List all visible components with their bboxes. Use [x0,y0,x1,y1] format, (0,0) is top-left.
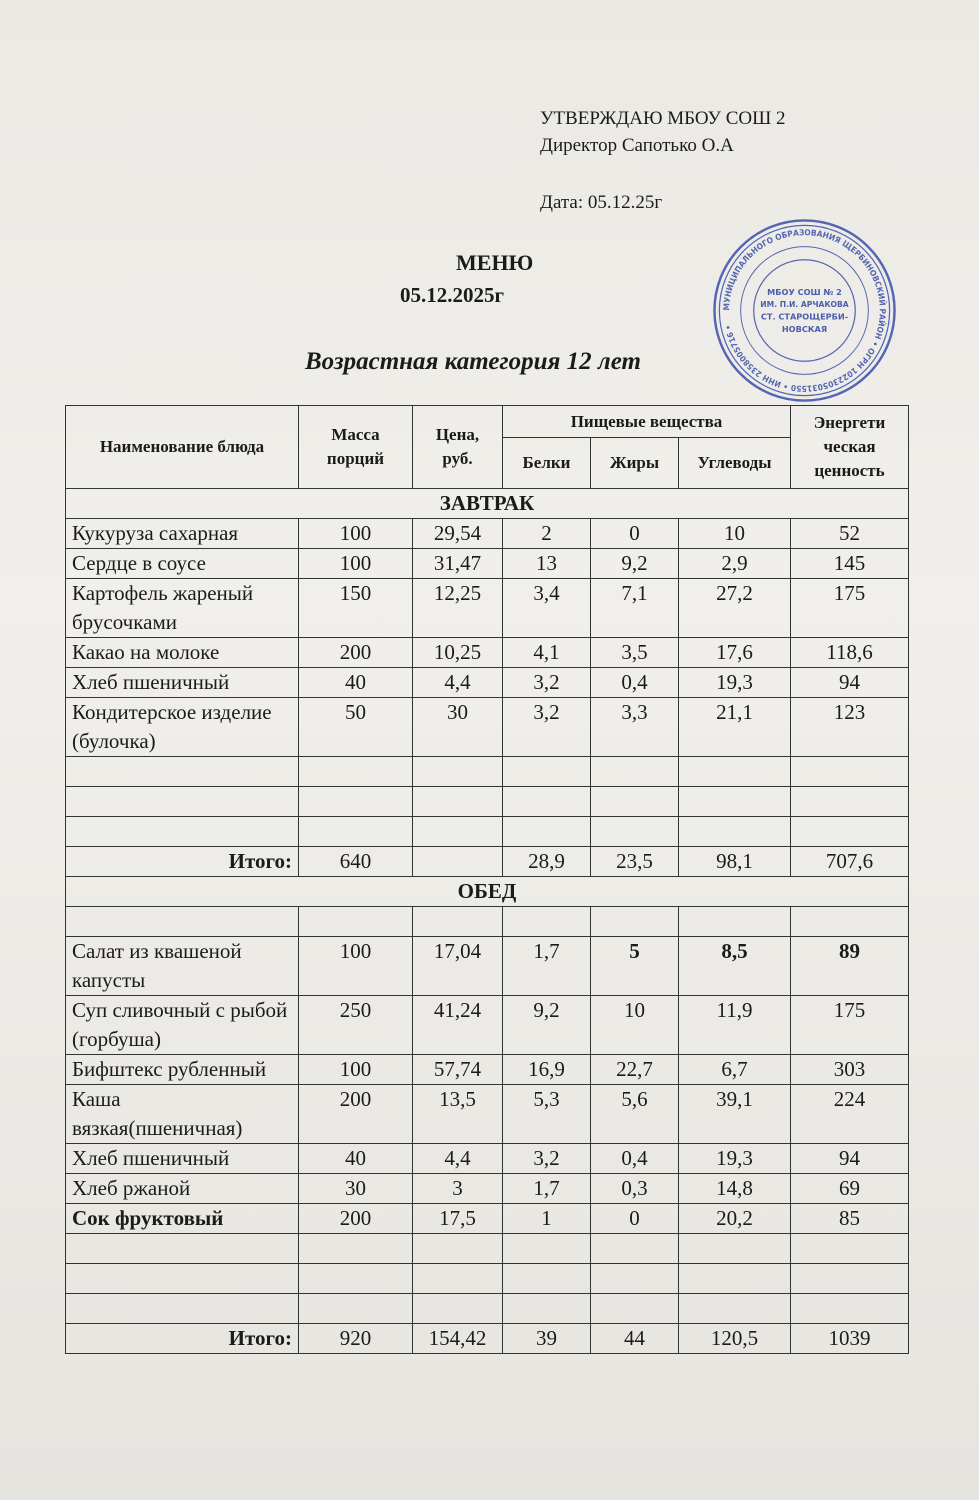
value-cell [791,817,909,847]
value-cell: 4,4 [413,1144,503,1174]
value-cell: 10 [591,996,679,1055]
dish-name [66,907,299,937]
value-cell: 0 [591,519,679,549]
dish-name: Каша вязкая(пшеничная) [66,1085,299,1144]
total-label: Итого: [66,1324,299,1354]
value-cell [413,1264,503,1294]
total-value: 120,5 [679,1324,791,1354]
value-cell: 19,3 [679,668,791,698]
section-label: ОБЕД [66,877,909,907]
table-row [66,519,909,549]
value-cell: 85 [791,1204,909,1234]
dish-name: Суп сливочный с рыбой (горбуша) [66,996,299,1055]
total-value: 640 [299,847,413,877]
dish-name: Хлеб пшеничный [66,1144,299,1174]
value-cell: 52 [791,519,909,549]
value-cell [791,1264,909,1294]
value-cell: 21,1 [679,698,791,757]
value-cell: 13 [503,549,591,579]
dish-name: Кукуруза сахарная [66,519,299,549]
value-cell: 20,2 [679,1204,791,1234]
header-price: Цена, руб. [413,406,503,489]
value-cell [503,907,591,937]
total-label: Итого: [66,847,299,877]
value-cell [679,1264,791,1294]
total-value: 44 [591,1324,679,1354]
total-value [413,847,503,877]
header-nutrients: Пищевые вещества [503,406,791,438]
value-cell [299,1294,413,1324]
total-row [66,1324,909,1354]
table-row [66,996,909,1055]
value-cell: 4,1 [503,638,591,668]
value-cell: 3 [413,1174,503,1204]
value-cell: 118,6 [791,638,909,668]
value-cell: 31,47 [413,549,503,579]
value-cell: 10 [679,519,791,549]
value-cell: 69 [791,1174,909,1204]
dish-name: Кондитерское изделие (булочка) [66,698,299,757]
value-cell [679,907,791,937]
header-fat: Жиры [591,438,679,489]
value-cell [591,1264,679,1294]
value-cell: 3,4 [503,579,591,638]
table-row [66,1085,909,1144]
value-cell: 22,7 [591,1055,679,1085]
value-cell: 7,1 [591,579,679,638]
value-cell: 11,9 [679,996,791,1055]
value-cell: 1,7 [503,937,591,996]
value-cell [791,1294,909,1324]
menu-table [65,405,909,1354]
table-row [66,1055,909,1085]
header-name: Наименование блюда [66,406,299,489]
official-stamp [712,218,897,403]
value-cell [679,817,791,847]
value-cell [591,907,679,937]
value-cell [413,1294,503,1324]
table-row [66,757,909,787]
value-cell: 5,6 [591,1085,679,1144]
value-cell: 40 [299,668,413,698]
value-cell: 200 [299,638,413,668]
page-title: МЕНЮ [456,250,534,275]
stamp-text: ИМ. П.И. АРЧАКОВА [760,299,850,310]
value-cell: 1 [503,1204,591,1234]
value-cell [299,1234,413,1264]
value-cell: 0,3 [591,1174,679,1204]
total-value: 28,9 [503,847,591,877]
value-cell [679,787,791,817]
dish-name: Сок фруктовый [66,1204,299,1234]
value-cell: 100 [299,1055,413,1085]
value-cell: 303 [791,1055,909,1085]
value-cell [591,757,679,787]
table-row [66,1144,909,1174]
approval-date: Дата: 05.12.25г [540,192,663,213]
dish-name [66,1264,299,1294]
dish-name: Какао на молоке [66,638,299,668]
value-cell: 9,2 [503,996,591,1055]
value-cell [413,817,503,847]
dish-name: Хлеб пшеничный [66,668,299,698]
table-row [66,787,909,817]
dish-name: Салат из квашеной капусты [66,937,299,996]
dish-name: Картофель жареный брусочками [66,579,299,638]
value-cell [413,907,503,937]
table-row [66,549,909,579]
value-cell: 3,5 [591,638,679,668]
value-cell: 89 [791,937,909,996]
value-cell [503,1264,591,1294]
value-cell: 5 [591,937,679,996]
table-row [66,1204,909,1234]
menu-date: 05.12.2025г [400,283,505,307]
value-cell [591,1294,679,1324]
value-cell: 0 [591,1204,679,1234]
svg-text:МУНИЦИПАЛЬНОГО ОБРАЗОВАНИЯ ЩЕР [721,227,889,394]
value-cell [679,1234,791,1264]
value-cell [791,787,909,817]
value-cell: 224 [791,1085,909,1144]
value-cell: 145 [791,549,909,579]
value-cell: 17,5 [413,1204,503,1234]
value-cell [413,1234,503,1264]
table-row [66,668,909,698]
table-row [66,1294,909,1324]
header-protein: Белки [503,438,591,489]
total-value: 707,6 [791,847,909,877]
value-cell: 57,74 [413,1055,503,1085]
value-cell: 17,04 [413,937,503,996]
dish-name: Бифштекс рубленный [66,1055,299,1085]
value-cell: 123 [791,698,909,757]
stamp-text: СТ. СТАРОЩЕРБИ- [760,311,849,322]
age-category: Возрастная категория 12 лет [305,348,641,375]
value-cell: 40 [299,1144,413,1174]
table-row [66,1174,909,1204]
header-mass: Масса порций [299,406,413,489]
table-row [66,1264,909,1294]
value-cell: 4,4 [413,668,503,698]
stamp-text: НОВСКАЯ [781,323,828,334]
table-row [66,1234,909,1264]
value-cell [299,757,413,787]
value-cell: 100 [299,549,413,579]
value-cell: 1,7 [503,1174,591,1204]
value-cell [679,1294,791,1324]
value-cell: 13,5 [413,1085,503,1144]
value-cell: 100 [299,937,413,996]
value-cell: 200 [299,1204,413,1234]
value-cell: 150 [299,579,413,638]
value-cell: 250 [299,996,413,1055]
section-row [66,489,909,519]
value-cell: 16,9 [503,1055,591,1085]
dish-name: Сердце в соусе [66,549,299,579]
value-cell: 41,24 [413,996,503,1055]
value-cell [503,1234,591,1264]
dish-name [66,1294,299,1324]
value-cell: 100 [299,519,413,549]
section-row [66,877,909,907]
value-cell: 30 [413,698,503,757]
value-cell: 30 [299,1174,413,1204]
value-cell [299,787,413,817]
value-cell: 10,25 [413,638,503,668]
header-carbs: Углеводы [679,438,791,489]
value-cell: 50 [299,698,413,757]
value-cell: 200 [299,1085,413,1144]
value-cell: 94 [791,668,909,698]
value-cell: 3,2 [503,668,591,698]
dish-name [66,1234,299,1264]
total-value: 154,42 [413,1324,503,1354]
value-cell: 6,7 [679,1055,791,1085]
value-cell: 8,5 [679,937,791,996]
table-row [66,638,909,668]
dish-name [66,787,299,817]
value-cell: 3,3 [591,698,679,757]
value-cell: 0,4 [591,1144,679,1174]
value-cell [503,757,591,787]
value-cell [591,1234,679,1264]
table-row [66,907,909,937]
value-cell [299,1264,413,1294]
stamp-ring-text: МУНИЦИПАЛЬНОГО ОБРАЗОВАНИЯ ЩЕРБИНОВСКИЙ РАЙОН • ОГРН 1022305031550 • ИНН 2358005716 • [721,227,888,394]
value-cell [413,757,503,787]
value-cell: 175 [791,996,909,1055]
value-cell: 175 [791,579,909,638]
total-value: 39 [503,1324,591,1354]
total-value: 1039 [791,1324,909,1354]
dish-name: Хлеб ржаной [66,1174,299,1204]
total-row [66,847,909,877]
value-cell [791,1234,909,1264]
value-cell [299,817,413,847]
table-row [66,937,909,996]
value-cell [503,787,591,817]
value-cell [591,787,679,817]
approval-line: УТВЕРЖДАЮ МБОУ СОШ 2 [540,108,786,129]
table-row [66,817,909,847]
value-cell: 39,1 [679,1085,791,1144]
value-cell: 2,9 [679,549,791,579]
stamp-text: МБОУ СОШ № 2 [767,286,842,297]
value-cell [299,907,413,937]
table-row [66,579,909,638]
value-cell [791,907,909,937]
value-cell [591,817,679,847]
value-cell: 2 [503,519,591,549]
total-value: 23,5 [591,847,679,877]
value-cell [503,817,591,847]
value-cell: 9,2 [591,549,679,579]
table-row [66,698,909,757]
value-cell: 3,2 [503,698,591,757]
dish-name [66,817,299,847]
director-line: Директор Сапотько О.А [540,135,734,156]
value-cell [679,757,791,787]
total-value: 920 [299,1324,413,1354]
value-cell: 27,2 [679,579,791,638]
dish-name [66,757,299,787]
section-label: ЗАВТРАК [66,489,909,519]
value-cell [791,757,909,787]
value-cell [413,787,503,817]
value-cell: 14,8 [679,1174,791,1204]
value-cell: 94 [791,1144,909,1174]
value-cell [503,1294,591,1324]
value-cell: 19,3 [679,1144,791,1174]
value-cell: 29,54 [413,519,503,549]
header-energy: Энергети ческая ценность [791,406,909,489]
value-cell: 3,2 [503,1144,591,1174]
value-cell: 0,4 [591,668,679,698]
total-value: 98,1 [679,847,791,877]
value-cell: 5,3 [503,1085,591,1144]
value-cell: 12,25 [413,579,503,638]
value-cell: 17,6 [679,638,791,668]
